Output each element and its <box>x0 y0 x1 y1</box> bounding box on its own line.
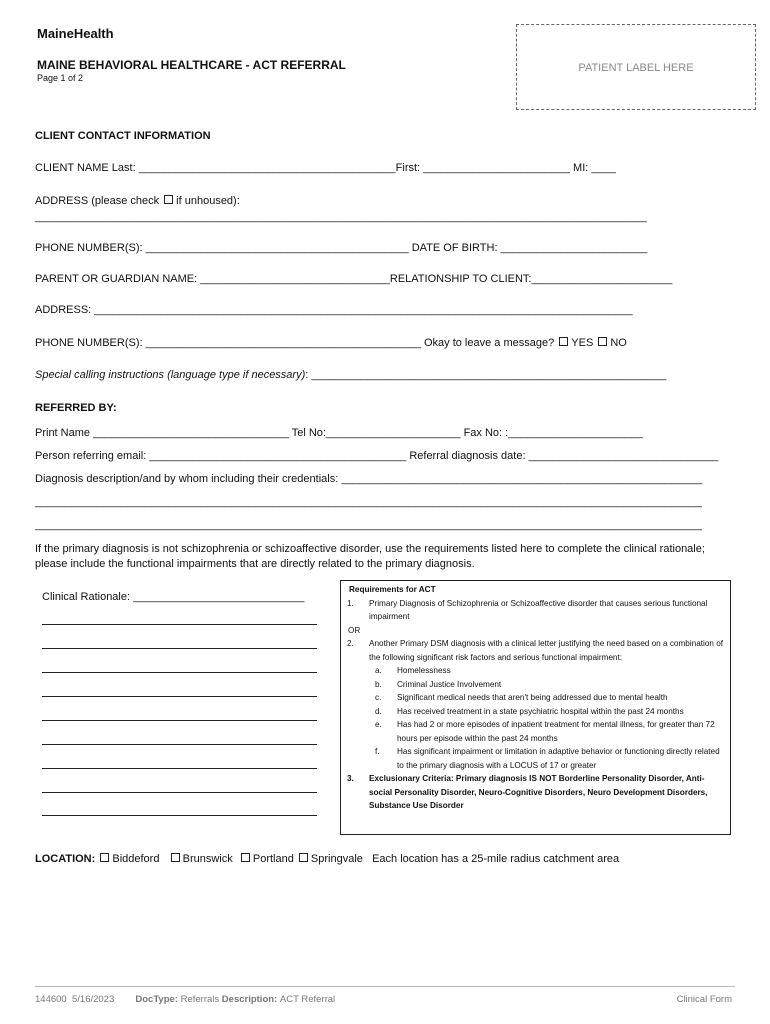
location-option: Brunswick <box>182 853 233 865</box>
location-row <box>35 853 619 865</box>
referrer-print-field[interactable]: Print Name ________________________________ Tel No:______________________ Fax No: :______________________ <box>35 427 643 439</box>
form-type: Clinical Form <box>676 994 732 1005</box>
rationale-line[interactable] <box>42 648 317 649</box>
doctype-label: DocType: <box>135 994 178 1005</box>
requirement-text: Primary Diagnosis of Schizophrenia or Schizoaffective disorder that causes serious functional impairment <box>369 598 708 621</box>
location-option: Biddeford <box>112 853 160 865</box>
message-yes-checkbox[interactable] <box>559 337 568 346</box>
diagnosis-description-field[interactable]: Diagnosis description/and by whom including their credentials: ___________________________________________________________ <box>35 473 703 485</box>
subitem-text: Criminal Justice Involvement <box>397 679 502 689</box>
location-brunswick-checkbox[interactable] <box>171 853 180 862</box>
location-option: Springvale <box>310 853 363 865</box>
rationale-line[interactable] <box>42 744 317 745</box>
requirement-subitem <box>347 691 724 705</box>
address-label-pre: ADDRESS (please check <box>35 195 160 207</box>
diagnosis-blank-line-2[interactable]: _____________________________________________________________________________________________________________ <box>35 519 702 531</box>
client-name-field[interactable]: CLIENT NAME Last: __________________________________________First: ________________________ MI: ____ <box>35 162 616 174</box>
location-label: LOCATION: <box>35 853 96 865</box>
requirement-number: 3. <box>347 774 354 783</box>
client-contact-heading: CLIENT CONTACT INFORMATION <box>35 130 211 142</box>
yes-label: YES <box>571 337 594 349</box>
subitem-letter: e. <box>375 720 382 729</box>
requirements-box <box>340 580 731 835</box>
requirement-subitem <box>347 745 724 772</box>
requirements-or: OR <box>348 625 361 635</box>
requirement-text: Another Primary DSM diagnosis with a clinical letter justifying the need based on a combination of the following significant risk factors and serious functional impairment: <box>369 639 724 662</box>
requirement-subitem <box>347 664 724 678</box>
doctype-value: Referrals <box>180 994 220 1005</box>
no-label: NO <box>610 337 627 349</box>
footer-divider <box>35 986 735 987</box>
rationale-instructions: If the primary diagnosis is not schizophrenia or schizoaffective disorder, use the requirements listed here to complete the clinical rationale; please include the functional impairments that are directly related to the primary diagnosis. <box>35 543 705 570</box>
special-instructions-field[interactable]: : __________________________________________________________ <box>305 369 667 381</box>
footer-left <box>35 994 335 1005</box>
subitem-letter: d. <box>375 706 382 716</box>
subitem-text: Homelessness <box>397 666 451 675</box>
rationale-line[interactable] <box>42 696 317 697</box>
form-title: MAINE BEHAVIORAL HEALTHCARE - ACT REFERRAL <box>37 58 346 72</box>
form-date: 5/16/2023 <box>71 994 115 1005</box>
rationale-line[interactable] <box>42 768 317 769</box>
rationale-line[interactable] <box>42 720 317 721</box>
patient-label-box <box>516 24 756 110</box>
referred-by-heading: REFERRED BY: <box>35 402 117 414</box>
rationale-line[interactable] <box>42 624 317 625</box>
requirement-subitem <box>347 705 724 719</box>
subitem-text: Significant medical needs that aren't being addressed due to mental health <box>397 693 668 702</box>
exclusionary-label: Exclusionary Criteria: <box>369 774 454 783</box>
requirement-item <box>347 637 724 664</box>
rationale-line[interactable] <box>42 672 317 673</box>
exclusionary-text: Primary diagnosis IS NOT Borderline Personality Disorder, Anti-social Personality Disorder, Neuro-Cognitive Disorders, Neuro Development Disorders, Substance Use Disorder <box>369 774 708 810</box>
subitem-text: Has significant impairment or limitation in adaptive behavior or functioning directly related to the primary diagnosis with a LOCUS of 17 or greater <box>397 747 720 770</box>
address-label <box>35 195 240 207</box>
subitem-letter: f. <box>375 747 380 756</box>
guardian-phone-field[interactable]: PHONE NUMBER(S): _____________________________________________ Okay to leave a message? <box>35 337 555 349</box>
location-portland-checkbox[interactable] <box>241 853 250 862</box>
requirement-item <box>347 772 724 813</box>
referrer-email-field[interactable]: Person referring email: __________________________________________ Referral diagnosis date: _______________________________ <box>35 450 719 462</box>
special-instructions-row <box>35 369 666 381</box>
message-no-checkbox[interactable] <box>598 337 607 346</box>
requirement-number: 1. <box>347 598 354 608</box>
subitem-text: Has had 2 or more episodes of inpatient treatment for mental illness, for greater than 72 hours per episode within the past 24 months <box>397 720 715 743</box>
location-note: Each location has a 25-mile radius catchment area <box>372 853 620 865</box>
subitem-letter: b. <box>375 679 382 689</box>
description-label: Description: <box>221 994 278 1005</box>
special-instructions-label: Special calling instructions (language type if necessary) <box>35 369 306 381</box>
guardian-field[interactable]: PARENT OR GUARDIAN NAME: _______________________________RELATIONSHIP TO CLIENT:_______________________ <box>35 273 673 285</box>
requirement-subitem <box>347 678 724 692</box>
diagnosis-blank-line-1[interactable]: _____________________________________________________________________________________________________________ <box>35 496 702 508</box>
requirement-item <box>347 597 724 624</box>
subitem-letter: c. <box>375 693 382 702</box>
location-biddeford-checkbox[interactable] <box>100 853 109 862</box>
requirement-subitem <box>347 718 724 745</box>
page-number: Page 1 of 2 <box>37 73 84 83</box>
rationale-line[interactable] <box>42 815 317 816</box>
guardian-address-field[interactable]: ADDRESS: ________________________________________________________________________________________ <box>35 304 633 316</box>
clinical-rationale-field[interactable]: Clinical Rationale: ____________________________ <box>42 591 305 603</box>
location-option: Portland <box>252 853 294 865</box>
phone-dob-field[interactable]: PHONE NUMBER(S): ___________________________________________ DATE OF BIRTH: ________________________ <box>35 242 648 254</box>
subitem-letter: a. <box>375 666 382 675</box>
unhoused-checkbox[interactable] <box>164 195 173 204</box>
requirement-number: 2. <box>347 639 354 648</box>
address-label-post: if unhoused): <box>176 195 240 207</box>
location-springvale-checkbox[interactable] <box>299 853 308 862</box>
patient-label-text: PATIENT LABEL HERE <box>578 62 694 74</box>
subitem-text: Has received treatment in a state psychiatric hospital within the past 24 months <box>397 706 684 716</box>
guardian-phone-row <box>35 337 627 349</box>
requirements-title: Requirements for ACT <box>349 585 436 594</box>
rationale-line[interactable] <box>42 792 317 793</box>
address-field[interactable]: ____________________________________________________________________________________________________ <box>35 211 647 223</box>
description-value: ACT Referral <box>279 994 336 1005</box>
form-id: 144600 <box>35 994 67 1005</box>
brand-name: MaineHealth <box>37 26 114 41</box>
